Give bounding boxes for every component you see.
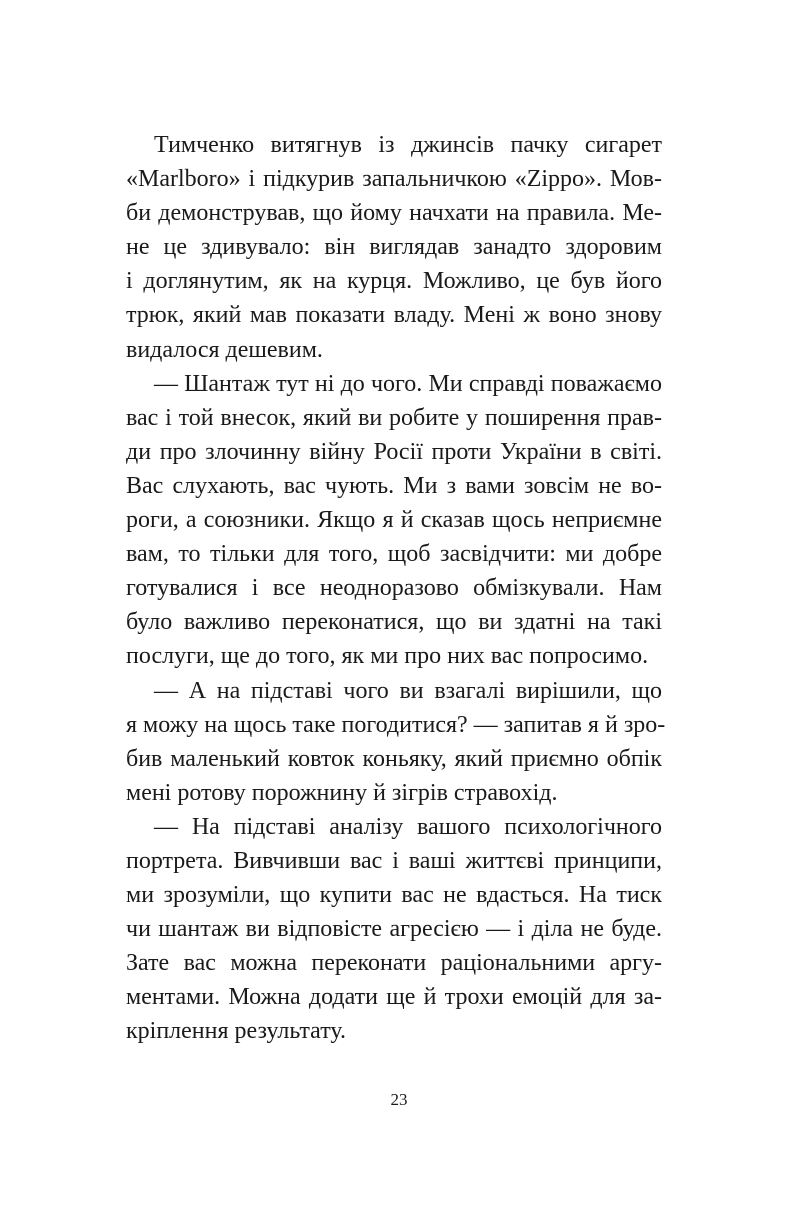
text-line: трюк, який мав показати владу. Мені ж воно знову — [126, 302, 662, 329]
text-line: не це здивувало: він виглядав занадто здоровим — [126, 234, 662, 261]
text-line: би демонстрував, що йому начхати на правила. Ме- — [126, 200, 662, 227]
text-line: бив маленький ковток коньяку, який приємно обпік — [126, 745, 662, 772]
body-text — [126, 128, 666, 1049]
text-line: я можу на щось таке погодитися? — запитав я й зро- — [126, 711, 666, 738]
text-line: вас і той внесок, який ви робите у поширення прав- — [126, 404, 662, 431]
text-line: — На підставі аналізу вашого психологічного — [154, 813, 662, 840]
text-line: ментами. Можна додати ще й трохи емоцій для за- — [126, 984, 662, 1011]
page-number: 23 — [390, 1090, 408, 1109]
text-line: видалося дешевим. — [126, 336, 323, 363]
text-line: ми зрозуміли, що купити вас не вдасться. На тиск — [126, 882, 662, 909]
paragraph-1 — [126, 128, 662, 367]
text-line: кріплення результату. — [126, 1018, 346, 1045]
text-line: «Marlboro» і підкурив запальничкою «Zippo». Мов- — [126, 166, 662, 193]
text-line: готувалися і все неодноразово обмізкували. Нам — [126, 575, 662, 602]
text-line: було важливо переконатися, що ви здатні на такі — [126, 609, 662, 636]
text-line: послуги, ще до того, як ми про них вас попросимо. — [126, 643, 649, 670]
text-line: чи шантаж ви відповісте агресією — і діла не буде. — [126, 916, 662, 943]
text-line: мені ротову порожнину й зігрів стравохід. — [126, 779, 558, 806]
text-line: Вас слухають, вас чують. Ми з вами зовсім не во- — [126, 472, 662, 499]
text-line: портрета. Вивчивши вас і ваші життєві принципи, — [126, 847, 662, 874]
text-line: ди про злочинну війну Росії проти України в світі. — [126, 438, 662, 465]
text-line: — Шантаж тут ні до чого. Ми справді поважаємо — [154, 370, 662, 397]
text-line: Зате вас можна переконати раціональними аргу- — [126, 950, 662, 977]
paragraph-4 — [126, 810, 662, 1049]
text-line: роги, а союзники. Якщо я й сказав щось неприємне — [126, 507, 662, 534]
paragraph-3 — [126, 674, 666, 810]
text-line: — А на підставі чого ви взагалі вирішили, що — [154, 677, 662, 704]
text-line: вам, то тільки для того, щоб засвідчити: ми добре — [126, 541, 662, 568]
text-line: і доглянутим, як на курця. Можливо, це був його — [126, 268, 662, 295]
text-line: Тимченко витягнув із джинсів пачку сигарет — [154, 132, 662, 158]
paragraph-2 — [126, 367, 662, 674]
